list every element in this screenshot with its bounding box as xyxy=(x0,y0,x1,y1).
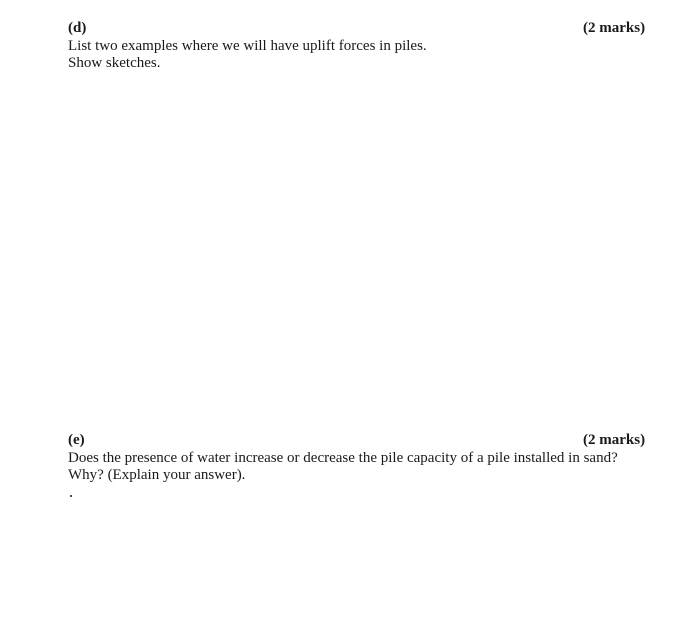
question-instruction: Why? (Explain your answer). xyxy=(68,467,246,483)
question-label: (e) xyxy=(68,432,85,448)
stray-dot-mark xyxy=(70,495,72,497)
marks-label: (2 marks) xyxy=(583,20,646,36)
question-instruction: Show sketches. xyxy=(68,55,161,71)
question-label: (d) xyxy=(68,20,87,36)
marks-label: (2 marks) xyxy=(583,432,646,448)
question-text: List two examples where we will have uplift forces in piles. xyxy=(68,38,427,54)
question-text: Does the presence of water increase or decrease the pile capacity of a pile installed in sand? xyxy=(68,450,618,466)
